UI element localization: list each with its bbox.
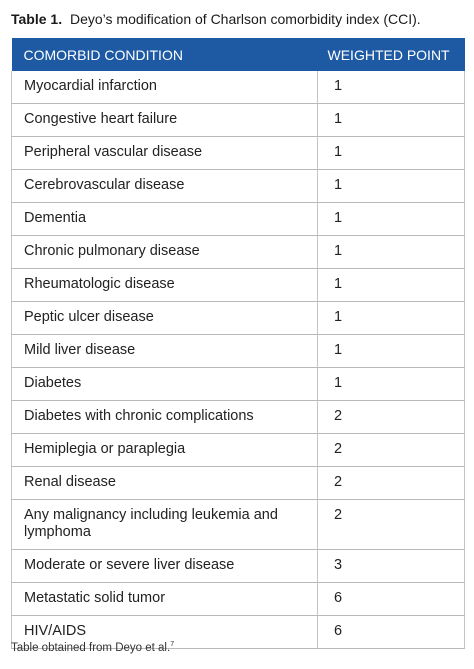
condition-cell: HIV/AIDS — [12, 616, 318, 649]
condition-cell: Cerebrovascular disease — [12, 170, 318, 203]
condition-cell: Chronic pulmonary disease — [12, 236, 318, 269]
table-row — [12, 583, 465, 616]
points-cell: 2 — [318, 434, 465, 467]
condition-cell: Mild liver disease — [12, 335, 318, 368]
condition-cell: Dementia — [12, 203, 318, 236]
table-row — [12, 236, 465, 269]
table-body — [12, 71, 465, 649]
footnote-reference: 7 — [170, 641, 175, 649]
table-row — [12, 467, 465, 500]
condition-cell: Myocardial infarction — [12, 71, 318, 104]
points-cell: 1 — [318, 368, 465, 401]
condition-cell: Peptic ulcer disease — [12, 302, 318, 335]
condition-cell: Rheumatologic disease — [12, 269, 318, 302]
condition-cell: Hemiplegia or paraplegia — [12, 434, 318, 467]
points-cell: 2 — [318, 500, 465, 550]
points-cell: 1 — [318, 236, 465, 269]
table-row — [12, 401, 465, 434]
points-cell: 2 — [318, 401, 465, 434]
points-cell: 1 — [318, 302, 465, 335]
condition-cell: Any malignancy including leukemia and lymphoma — [12, 500, 318, 550]
table-caption — [11, 10, 421, 28]
table-row — [12, 434, 465, 467]
table-footnote — [11, 641, 174, 655]
table-row — [12, 335, 465, 368]
points-cell: 6 — [318, 583, 465, 616]
table-row — [12, 302, 465, 335]
condition-cell: Moderate or severe liver disease — [12, 550, 318, 583]
table-row — [12, 170, 465, 203]
points-cell: 6 — [318, 616, 465, 649]
table-row — [12, 104, 465, 137]
points-cell: 1 — [318, 104, 465, 137]
condition-cell: Diabetes — [12, 368, 318, 401]
table-header — [12, 38, 465, 71]
points-cell: 1 — [318, 170, 465, 203]
header-comorbid-condition: COMORBID CONDITION — [12, 38, 318, 71]
cci-table — [11, 38, 465, 649]
condition-cell: Congestive heart failure — [12, 104, 318, 137]
table-row — [12, 500, 465, 550]
condition-cell: Diabetes with chronic complications — [12, 401, 318, 434]
condition-cell: Peripheral vascular disease — [12, 137, 318, 170]
condition-cell: Metastatic solid tumor — [12, 583, 318, 616]
table-row — [12, 550, 465, 583]
table-row — [12, 269, 465, 302]
points-cell: 1 — [318, 269, 465, 302]
condition-cell: Renal disease — [12, 467, 318, 500]
table-row — [12, 71, 465, 104]
points-cell: 1 — [318, 203, 465, 236]
table-caption-label: Table 1. — [11, 11, 63, 27]
table-row — [12, 137, 465, 170]
table-row — [12, 368, 465, 401]
header-row — [12, 38, 465, 71]
points-cell: 2 — [318, 467, 465, 500]
points-cell: 1 — [318, 137, 465, 170]
table-caption-title: Deyo’s modification of Charlson comorbidity index (CCI). — [69, 11, 421, 27]
table-row — [12, 203, 465, 236]
points-cell: 1 — [318, 335, 465, 368]
footnote-text: Table obtained from Deyo et al. — [11, 642, 171, 654]
points-cell: 3 — [318, 550, 465, 583]
header-weighted-point: WEIGHTED POINT — [318, 38, 465, 71]
points-cell: 1 — [318, 71, 465, 104]
